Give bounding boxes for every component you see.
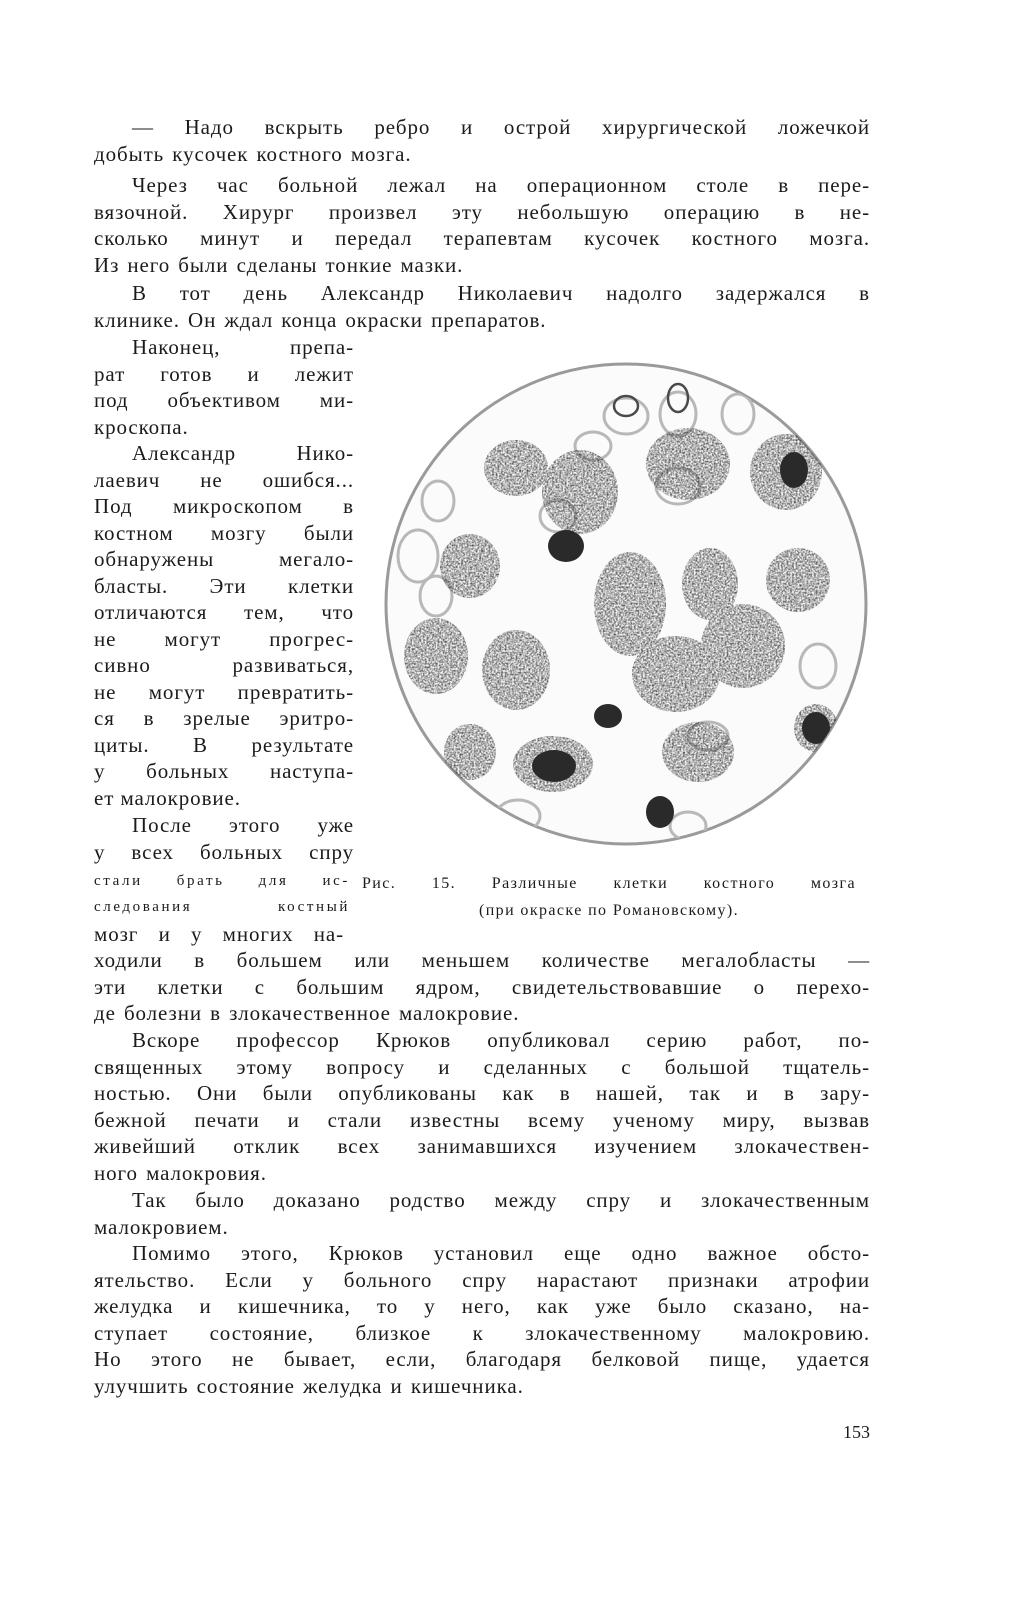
text-line: ходили в большем или меньшем количестве мегалобласты — [94,948,870,972]
text-line: кроскопа. [94,414,189,439]
text-line: под объективом ми- [94,388,354,412]
text-line: улучшить состояние желудка и кишечника. [94,1373,524,1398]
text-line: ностью. Они были опубликованы как в нашей, так и в зару- [94,1081,870,1105]
column-paragraph-3 [94,812,354,865]
text-line: ся в зрелые эритро- [94,706,354,730]
caption-line: Рис. 15. Различные клетки костного мозга [362,875,856,892]
paragraph-5 [94,1027,870,1186]
text-line: ного малокровия. [94,1160,267,1185]
text-line: у всех больных спру [94,839,354,864]
column-paragraph-1 [94,334,354,440]
text-line: циты. В результате [94,732,354,757]
text-line: лаевич не ошибся... [94,467,354,492]
text-line: вязочной. Хирург произвел эту небольшую операцию в не- [94,199,870,224]
text-line: Так было доказано родство между спру и злокачественным [132,1188,870,1212]
caption-line: (при окраске по Романовскому). [478,902,739,919]
text-line: клинике. Он ждал конца окраски препаратов. [94,307,547,332]
text-line: бласты. Эти клетки [94,573,354,598]
column-tail [94,921,344,948]
text-line: малокровием. [94,1214,229,1239]
text-line: ступает состояние, близкое к злокачественному малокровию. [94,1320,870,1345]
text-line: добыть кусочек костного мозга. [94,141,412,166]
text-line: стали брать для ис- [94,873,350,889]
text-line: рат готов и лежит [94,361,354,386]
text-line: — Надо вскрыть ребро и острой хирургической ложечкой [132,115,870,139]
paragraph-1 [94,114,870,167]
text-line: костном мозгу были [94,520,354,545]
text-line: Вскоре профессор Крюков опубликовал серию работ, по- [132,1028,870,1052]
text-line: отличаются тем, что [94,600,354,624]
text-line: сколько минут и передал терапевтам кусочек костного мозга. [94,226,870,250]
text-line: священных этому вопросу и сделанных с большой тщатель- [94,1054,870,1079]
paragraph-6 [94,1187,870,1240]
paragraph-3 [94,280,870,333]
figure-caption [362,870,856,924]
text-line: Наконец, препа- [132,335,354,359]
text-line: После этого уже [132,813,354,837]
paragraph-2 [94,172,870,278]
paragraph-4 [94,947,870,1027]
text-line: не могут прогрес- [94,626,354,651]
text-line: де болезни в злокачественное малокровие. [94,1001,520,1025]
text-line: следования костный [94,899,350,915]
text-line: ет малокровие. [94,785,241,810]
text-line: ятельство. Если у больного спру нарастают признаки атрофии [94,1267,870,1292]
text-line: эти клетки с большим ядром, свидетельствовавшие о перехо- [94,974,870,999]
text-line: живейший отклик всех занимавшихся изучением злокачествен- [94,1134,870,1158]
text-line: мозг и у многих на- [94,922,344,946]
text-line: Помимо этого, Крюков установил еще одно важное обсто- [132,1241,870,1265]
text-line: желудка и кишечника, то у него, как уже было сказано, на- [94,1294,870,1318]
text-line: не могут превратить- [94,679,354,704]
page-number: 153 [843,1422,870,1442]
text-line: у больных наступа- [94,759,354,783]
text-line: сивно развиваться, [94,653,354,677]
paragraph-7 [94,1240,870,1399]
text-line: Александр Нико- [132,441,354,465]
text-line: В тот день Александр Николаевич надолго задержался в [132,281,870,305]
text-line: обнаружены мегало- [94,547,354,571]
column-paragraph-2 [94,440,354,811]
text-line: Но этого не бывает, если, благодаря белковой пище, удается [94,1347,870,1371]
text-line: Под микроскопом в [94,494,354,518]
spaced-column-lines [94,868,350,920]
text-line: Из него были сделаны тонкие мазки. [94,252,464,277]
text-line: Через час больной лежал на операционном столе в пере- [132,173,870,197]
text-line: бежной печати и стали известны всему ученому миру, вызвав [94,1107,870,1132]
bone-marrow-micrograph [378,356,874,852]
